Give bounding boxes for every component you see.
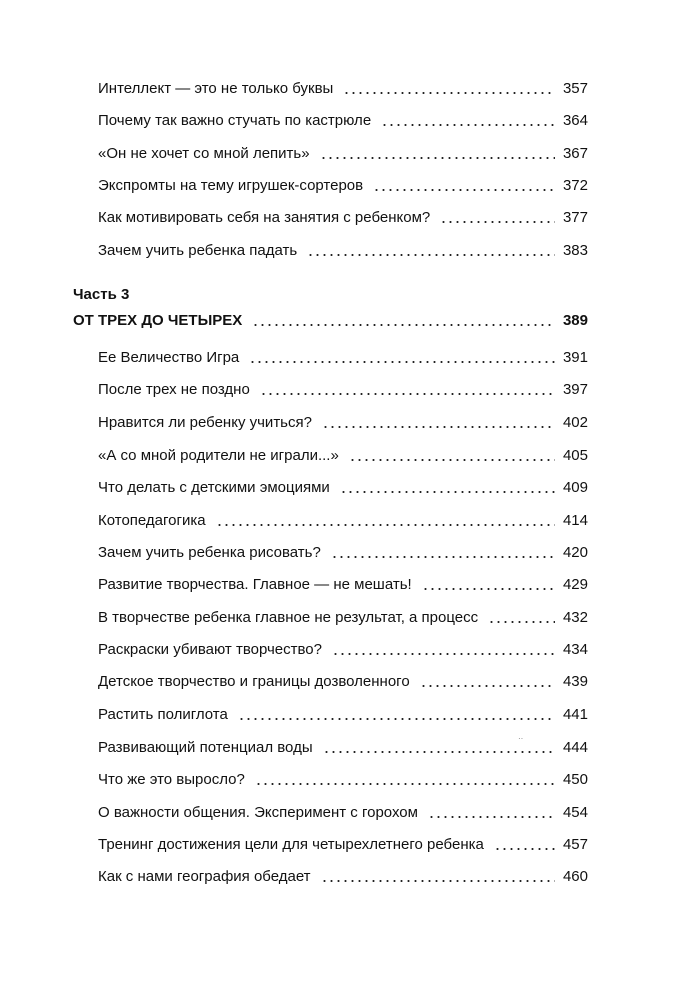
toc-entry-page: 460 <box>562 868 588 885</box>
toc-entry-title: В творчестве ребенка главное не результат, а процесс <box>98 609 479 626</box>
dot-leader <box>249 361 555 363</box>
toc-entry-title: Развитие творчества. Главное — не мешать! <box>98 576 412 593</box>
toc-entry-page: 383 <box>562 242 588 259</box>
toc-entry-page: 441 <box>562 706 588 723</box>
dot-leader <box>428 816 555 818</box>
toc-entry-page: 409 <box>562 479 588 496</box>
toc-entry <box>98 106 588 130</box>
toc-entry-title: Как мотивировать себя на занятия с ребенком? <box>98 209 431 226</box>
toc-entry-title: Нравится ли ребенку учиться? <box>98 414 312 431</box>
dot-leader <box>488 621 555 623</box>
toc-entry <box>98 603 588 627</box>
dot-leader <box>343 92 555 94</box>
toc-entry-page: 457 <box>562 836 588 853</box>
toc-entry <box>98 139 588 163</box>
toc-entry-title: Раскраски убивают творчество? <box>98 641 322 658</box>
dot-leader <box>332 653 555 655</box>
dot-leader <box>349 459 555 461</box>
toc-entry <box>98 171 588 195</box>
toc-entry-title: Котопедагогика <box>98 512 206 529</box>
dot-leader <box>238 718 555 720</box>
dot-leader <box>320 157 555 159</box>
toc-entry-title: Зачем учить ребенка падать <box>98 242 298 259</box>
toc-entry <box>98 506 588 530</box>
toc-entry-title: Что же это выросло? <box>98 771 245 788</box>
toc-entry-page: 405 <box>562 447 588 464</box>
dot-leader <box>260 393 555 395</box>
toc-entry <box>98 570 588 594</box>
toc-entry-title: «А со мной родители не играли...» <box>98 447 339 464</box>
toc-entry-page: 439 <box>562 673 588 690</box>
toc-entry-page: 364 <box>562 112 588 129</box>
toc-entry-title: Интеллект — это не только буквы <box>98 80 334 97</box>
dot-leader <box>440 221 555 223</box>
toc-entry-page: 420 <box>562 544 588 561</box>
toc-entry <box>98 74 588 98</box>
dot-leader <box>321 880 555 882</box>
dot-leader <box>494 848 555 850</box>
toc-entry-page: 444 <box>562 739 588 756</box>
dot-leader <box>422 588 555 590</box>
toc-entry <box>98 733 588 757</box>
toc-entry-title: Что делать с детскими эмоциями <box>98 479 330 496</box>
dot-leader <box>322 426 555 428</box>
dot-leader <box>216 524 555 526</box>
scan-speck: ·· <box>518 734 524 743</box>
dot-leader <box>331 556 555 558</box>
toc-entry <box>98 765 588 789</box>
toc-entry-title: Как с нами география обедает <box>98 868 311 885</box>
toc-entry <box>98 203 588 227</box>
toc-entry <box>98 343 588 367</box>
toc-entry-title: Развивающий потенциал воды <box>98 739 313 756</box>
toc-entry-title: Почему так важно стучать по кастрюле <box>98 112 372 129</box>
toc-entry <box>98 538 588 562</box>
toc-entry <box>98 798 588 822</box>
toc-entry-page: 372 <box>562 177 588 194</box>
toc-entry <box>98 635 588 659</box>
toc-entry-title: «Он не хочет со мной лепить» <box>98 145 310 162</box>
toc-entry-page: 432 <box>562 609 588 626</box>
toc-entry <box>98 375 588 399</box>
toc-entry <box>98 473 588 497</box>
toc-entry-title: Детское творчество и границы дозволенного <box>98 673 410 690</box>
part-heading <box>73 306 588 330</box>
part-label: Часть 3 <box>73 286 130 303</box>
toc-entry-title: После трех не поздно <box>98 381 250 398</box>
dot-leader <box>252 324 555 326</box>
toc-entry-title: О важности общения. Эксперимент с горохом <box>98 804 418 821</box>
dot-leader <box>340 491 555 493</box>
dot-leader <box>373 189 555 191</box>
toc-entry-page: 391 <box>562 349 588 366</box>
toc-entry-title: Растить полиглота <box>98 706 228 723</box>
toc-entry-page: 367 <box>562 145 588 162</box>
toc-entry-title: Экспромты на тему игрушек-сортеров <box>98 177 364 194</box>
part-title: ОТ ТРЕХ ДО ЧЕТЫРЕХ <box>73 312 243 329</box>
toc-entry <box>98 441 588 465</box>
toc-entry <box>98 700 588 724</box>
dot-leader <box>323 751 555 753</box>
toc-entry <box>98 236 588 260</box>
toc-entry-page: 377 <box>562 209 588 226</box>
toc-entry-page: 429 <box>562 576 588 593</box>
toc-entry-page: 414 <box>562 512 588 529</box>
toc-entry-page: 434 <box>562 641 588 658</box>
dot-leader <box>307 254 555 256</box>
toc-entry-title: Тренинг достижения цели для четырехлетнего ребенка <box>98 836 484 853</box>
toc-entry-page: 450 <box>562 771 588 788</box>
toc-entry-page: 454 <box>562 804 588 821</box>
dot-leader <box>381 124 555 126</box>
toc-entry-title: Зачем учить ребенка рисовать? <box>98 544 321 561</box>
dot-leader <box>255 783 555 785</box>
part-page: 389 <box>562 312 588 329</box>
toc-entry-title: Ее Величество Игра <box>98 349 240 366</box>
toc-entry-page: 402 <box>562 414 588 431</box>
toc-entry <box>98 667 588 691</box>
toc-entry-page: 357 <box>562 80 588 97</box>
dot-leader <box>420 685 555 687</box>
toc-entry <box>98 862 588 886</box>
toc-entry-page: 397 <box>562 381 588 398</box>
toc-entry <box>98 830 588 854</box>
toc-entry <box>98 408 588 432</box>
